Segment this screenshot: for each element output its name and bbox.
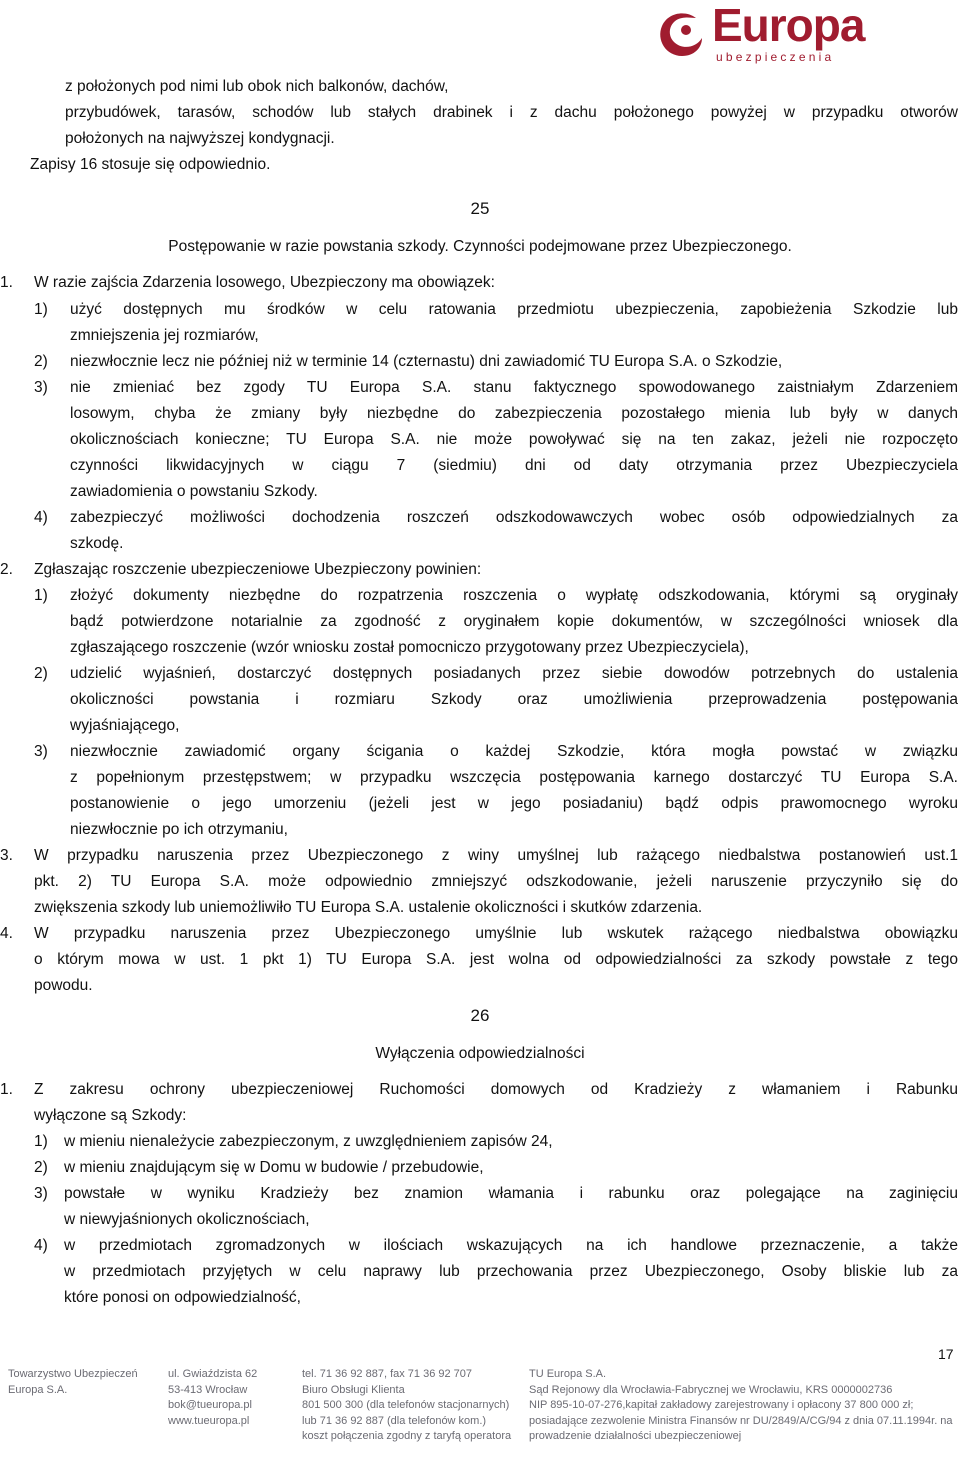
footer-line: Biuro Obsługi Klienta [302,1383,405,1396]
footer-line: lub 71 36 92 887 (dla telefonów kom.) [302,1414,487,1427]
paragraph-text: W przypadku naruszenia przez Ubezpieczonego z winy umyślnej lub rażącego niedbalstwa postanowień ust.1 [34,847,958,864]
paragraph-lead: Zgłaszając roszczenie ubezpieczeniowe Ubezpieczony powinien: [34,561,482,578]
item-number: 1) [34,587,48,604]
paragraph-marker: 1. [0,1081,13,1098]
brand-name: Europa [712,0,865,51]
footer-line: 801 500 300 (dla telefonów stacjonarnych) [302,1399,510,1412]
footer-line: Sąd Rejonowy dla Wrocławia-Fabrycznej we Wrocławiu, KRS 0000002736 [529,1383,893,1396]
item-text: zabezpieczyć możliwości dochodzenia roszczeń odszkodowawczych wobec osób odpowiedzialnych za [70,509,958,526]
item-text: okoliczności powstania i rozmiaru Szkody oraz umożliwienia przeprowadzenia postępowania [70,691,958,708]
item-text: zmniejszenia jej rozmiarów, [70,327,259,344]
item-text: z popełnionym przestępstwem; w przypadku wszczęcia postępowania karnego dostarczyć TU Europa S.A. [70,769,958,786]
paragraph-marker: 2. [0,561,13,578]
intro-line: z położonych pod nimi lub obok nich balkonów, dachów, [65,78,449,95]
item-text: w niewyjaśnionych okolicznościach, [64,1211,310,1228]
europa-logo [656,0,956,66]
section-title: Wyłączenia odpowiedzialności [375,1045,585,1062]
item-text: w przedmiotach zgromadzonych w ilościach wskazujących na ich handlowe przeznaczenie, a także [64,1237,958,1254]
intro-line: przybudówek, tarasów, schodów lub stałych drabinek i z dachu położonego powyżej w przypadku otworów [65,104,958,121]
footer-address [168,1367,257,1429]
item-number: 3) [34,743,48,760]
item-number: 3) [34,1185,48,1202]
intro-line: Zapisy 16 stosuje się odpowiednio. [30,156,271,173]
paragraph-lead: W razie zajścia Zdarzenia losowego, Ubezpieczony ma obowiązek: [34,274,495,291]
footer-line: NIP 895-10-07-276,kapitał zakładowy zarejestrowany i opłacony 37 800 000 zł; [529,1399,914,1412]
footer-line: tel. 71 36 92 887, fax 71 36 92 707 [302,1368,473,1380]
footer-website[interactable]: www.tueuropa.pl [168,1414,250,1427]
footer-line: TU Europa S.A. [529,1368,607,1380]
item-text: nie zmieniać bez zgody TU Europa S.A. stanu faktycznego spowodowanego zaistniałym Zdarzeniem [70,379,958,396]
paragraph-text: powodu. [34,977,93,994]
item-text: okolicznościach konieczne; TU Europa S.A. nie może powoływać się na ten zakaz, jeżeli nie rozpoczęto [70,431,958,448]
paragraph-marker: 3. [0,847,13,864]
paragraph-marker: 1. [0,274,13,291]
paragraph-text: wyłączone są Szkody: [34,1107,187,1124]
paragraph-text: pkt. 2) TU Europa S.A. może odpowiednio zmniejszyć odszkodowanie, jeżeli naruszenie przyczyniło się do [34,873,958,890]
paragraph-text: W przypadku naruszenia przez Ubezpieczonego umyślnie lub wskutek rażącego niedbalstwa obowiązku [34,925,958,942]
item-text: niezwłocznie zawiadomić organy ścigania o każdej Szkodzie, która mogła powstać w związku [70,743,958,760]
item-text: wyjaśniającego, [70,717,180,734]
item-text: czynności likwidacyjnych w ciągu 7 (siedmiu) dni od daty otrzymania przez Ubezpieczyciela [70,457,958,474]
item-text: udzielić wyjaśnień, dostarczyć dostępnych posiadanych przez siebie dowodów potrzebnych do ustalenia [70,665,958,682]
footer-email[interactable]: bok@tueuropa.pl [168,1399,252,1412]
footer-legal [529,1367,953,1445]
item-text: bądź potwierdzone notarialnie za zgodność z oryginałem kopie dokumentów, w szczególności wniosek dla [70,613,958,630]
paragraph-text: zwiększenia szkody lub uniemożliwiło TU Europa S.A. ustalenie okoliczności i skutków zdarzenia. [34,899,703,916]
footer-line: Towarzystwo Ubezpieczeń [8,1368,138,1380]
item-text: losowym, chyba że zmiany były niezbędne do zabezpieczenia pozostałego mienia lub były w danych [70,405,958,422]
intro-line: położonych na najwyższej kondygnacji. [65,130,335,147]
paragraph-marker: 4. [0,925,13,942]
item-text: w mieniu znajdującym się w Domu w budowie / przebudowie, [64,1159,484,1176]
item-text: powstałe w wyniku Kradzieży bez znamion włamania i rabunku oraz polegające na zaginięciu [64,1185,958,1202]
item-text: postanowienie o jego umorzeniu (jeżeli jest w jego posiadaniu) bądź odpis prawomocnego wyroku [70,795,958,812]
item-text: w mieniu nienależycie zabezpieczonym, z uwzględnieniem zapisów 24, [64,1133,553,1150]
item-text: złożyć dokumenty niezbędne do rozpatrzenia roszczenia o wypłatę odszkodowania, którymi są oryginały [70,587,958,604]
footer-line: ul. Gwiaździsta 62 [168,1368,258,1380]
footer-line: 53-413 Wrocław [168,1383,248,1396]
item-number: 2) [34,353,48,370]
section-number: 25 [470,199,490,218]
paragraph-text: Z zakresu ochrony ubezpieczeniowej Ruchomości domowych od Kradzieży z włamaniem i Rabunku [34,1081,958,1098]
item-text: które ponosi on odpowiedzialność, [64,1289,301,1306]
item-number: 1) [34,301,48,318]
brand-subtitle: ubezpieczenia [716,50,835,64]
item-number: 2) [34,1159,48,1176]
footer-company [8,1367,138,1398]
item-number: 4) [34,509,48,526]
paragraph-text: o którym mowa w ust. 1 pkt 1) TU Europa S.A. jest wolna od odpowiedzialności za szkody powstałe z tego [34,951,958,968]
footer-line: prowadzenie działalności ubezpieczeniowej [529,1430,742,1443]
item-number: 2) [34,665,48,682]
item-text: szkodę. [70,535,124,552]
footer-line: koszt połączenia zgodny z taryfą operatora [302,1430,512,1443]
item-number: 4) [34,1237,48,1254]
section-title: Postępowanie w razie powstania szkody. Czynności podejmowane przez Ubezpieczonego. [168,238,792,255]
section-number: 26 [470,1006,490,1025]
item-text: zgłaszającego roszczenie (wzór wniosku został pomocniczo przygotowany przez Ubezpieczyciela), [70,639,749,656]
footer-contact [302,1367,511,1445]
item-number: 3) [34,379,48,396]
item-text: niezwłocznie lecz nie później niż w terminie 14 (czternastu) dni zawiadomić TU Europa S.A. o Szkodzie, [70,353,783,370]
item-text: zawiadomienia o powstaniu Szkody. [70,483,318,500]
europa-swirl-logo-icon [656,8,708,60]
footer-line: posiadające zezwolenie Ministra Finansów nr DU/2849/A/CG/94 z dnia 07.11.1994r. na [529,1414,953,1427]
item-text: w przedmiotach przyjętych w celu naprawy lub przechowania przez Ubezpieczonego, Osoby bliskie lub za [64,1263,958,1280]
item-text: użyć dostępnych mu środków w celu ratowania przedmiotu ubezpieczenia, zapobieżenia Szkodzie lub [70,301,958,318]
page-number: 17 [938,1346,954,1362]
item-number: 1) [34,1133,48,1150]
item-text: niezwłocznie po ich otrzymaniu, [70,821,288,838]
footer-line: Europa S.A. [8,1383,68,1396]
